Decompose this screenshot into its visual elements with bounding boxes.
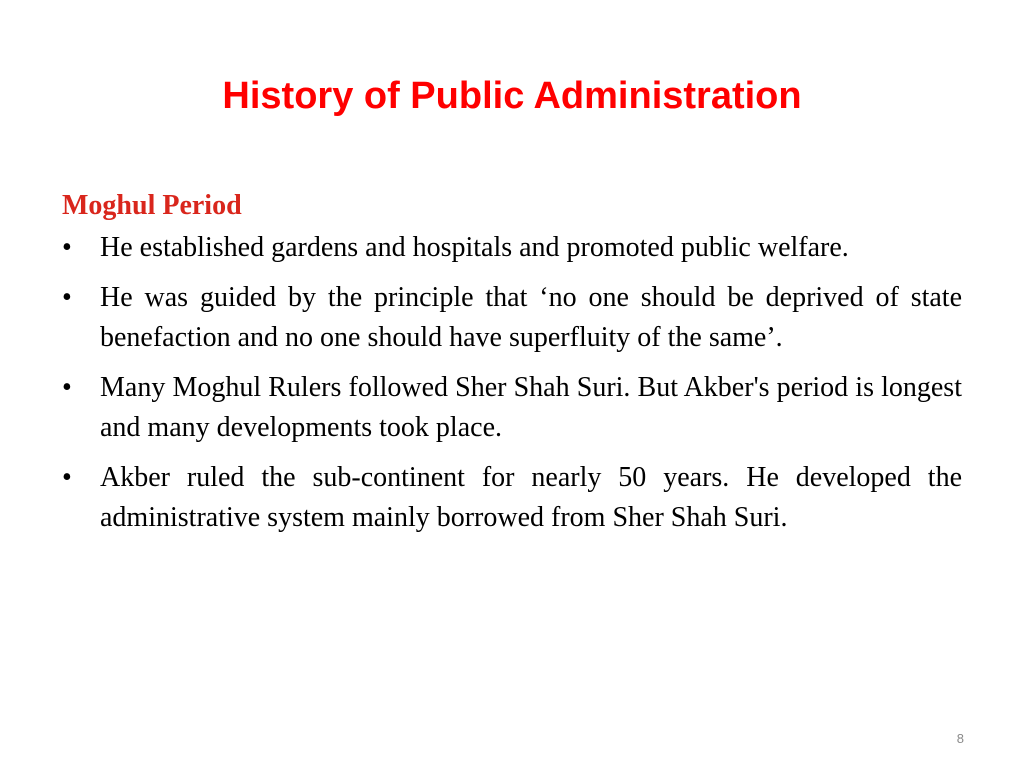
slide-title: History of Public Administration bbox=[222, 75, 802, 117]
bullet-text: He was guided by the principle that ‘no one should be deprived of state benefaction and no one should have superfluity of the same’. bbox=[100, 282, 962, 353]
bullet-item bbox=[62, 368, 962, 448]
bullet-text: He established gardens and hospitals and promoted public welfare. bbox=[100, 232, 849, 263]
bullet-item bbox=[62, 458, 962, 538]
section-heading: Moghul Period bbox=[62, 190, 242, 221]
bullet-list bbox=[62, 228, 962, 538]
bullet-icon: • bbox=[62, 232, 72, 263]
slide-content bbox=[62, 186, 962, 538]
bullet-text: Many Moghul Rulers followed Sher Shah Suri. But Akber's period is longest and many developments took place. bbox=[100, 372, 962, 443]
bullet-item bbox=[62, 278, 962, 358]
page-number: 8 bbox=[956, 731, 964, 746]
bullet-text: Akber ruled the sub-continent for nearly 50 years. He developed the administrative system mainly borrowed from Sher Shah Suri. bbox=[100, 462, 962, 533]
bullet-icon: • bbox=[62, 462, 72, 493]
bullet-icon: • bbox=[62, 282, 72, 313]
bullet-item bbox=[62, 228, 962, 268]
bullet-icon: • bbox=[62, 372, 72, 403]
